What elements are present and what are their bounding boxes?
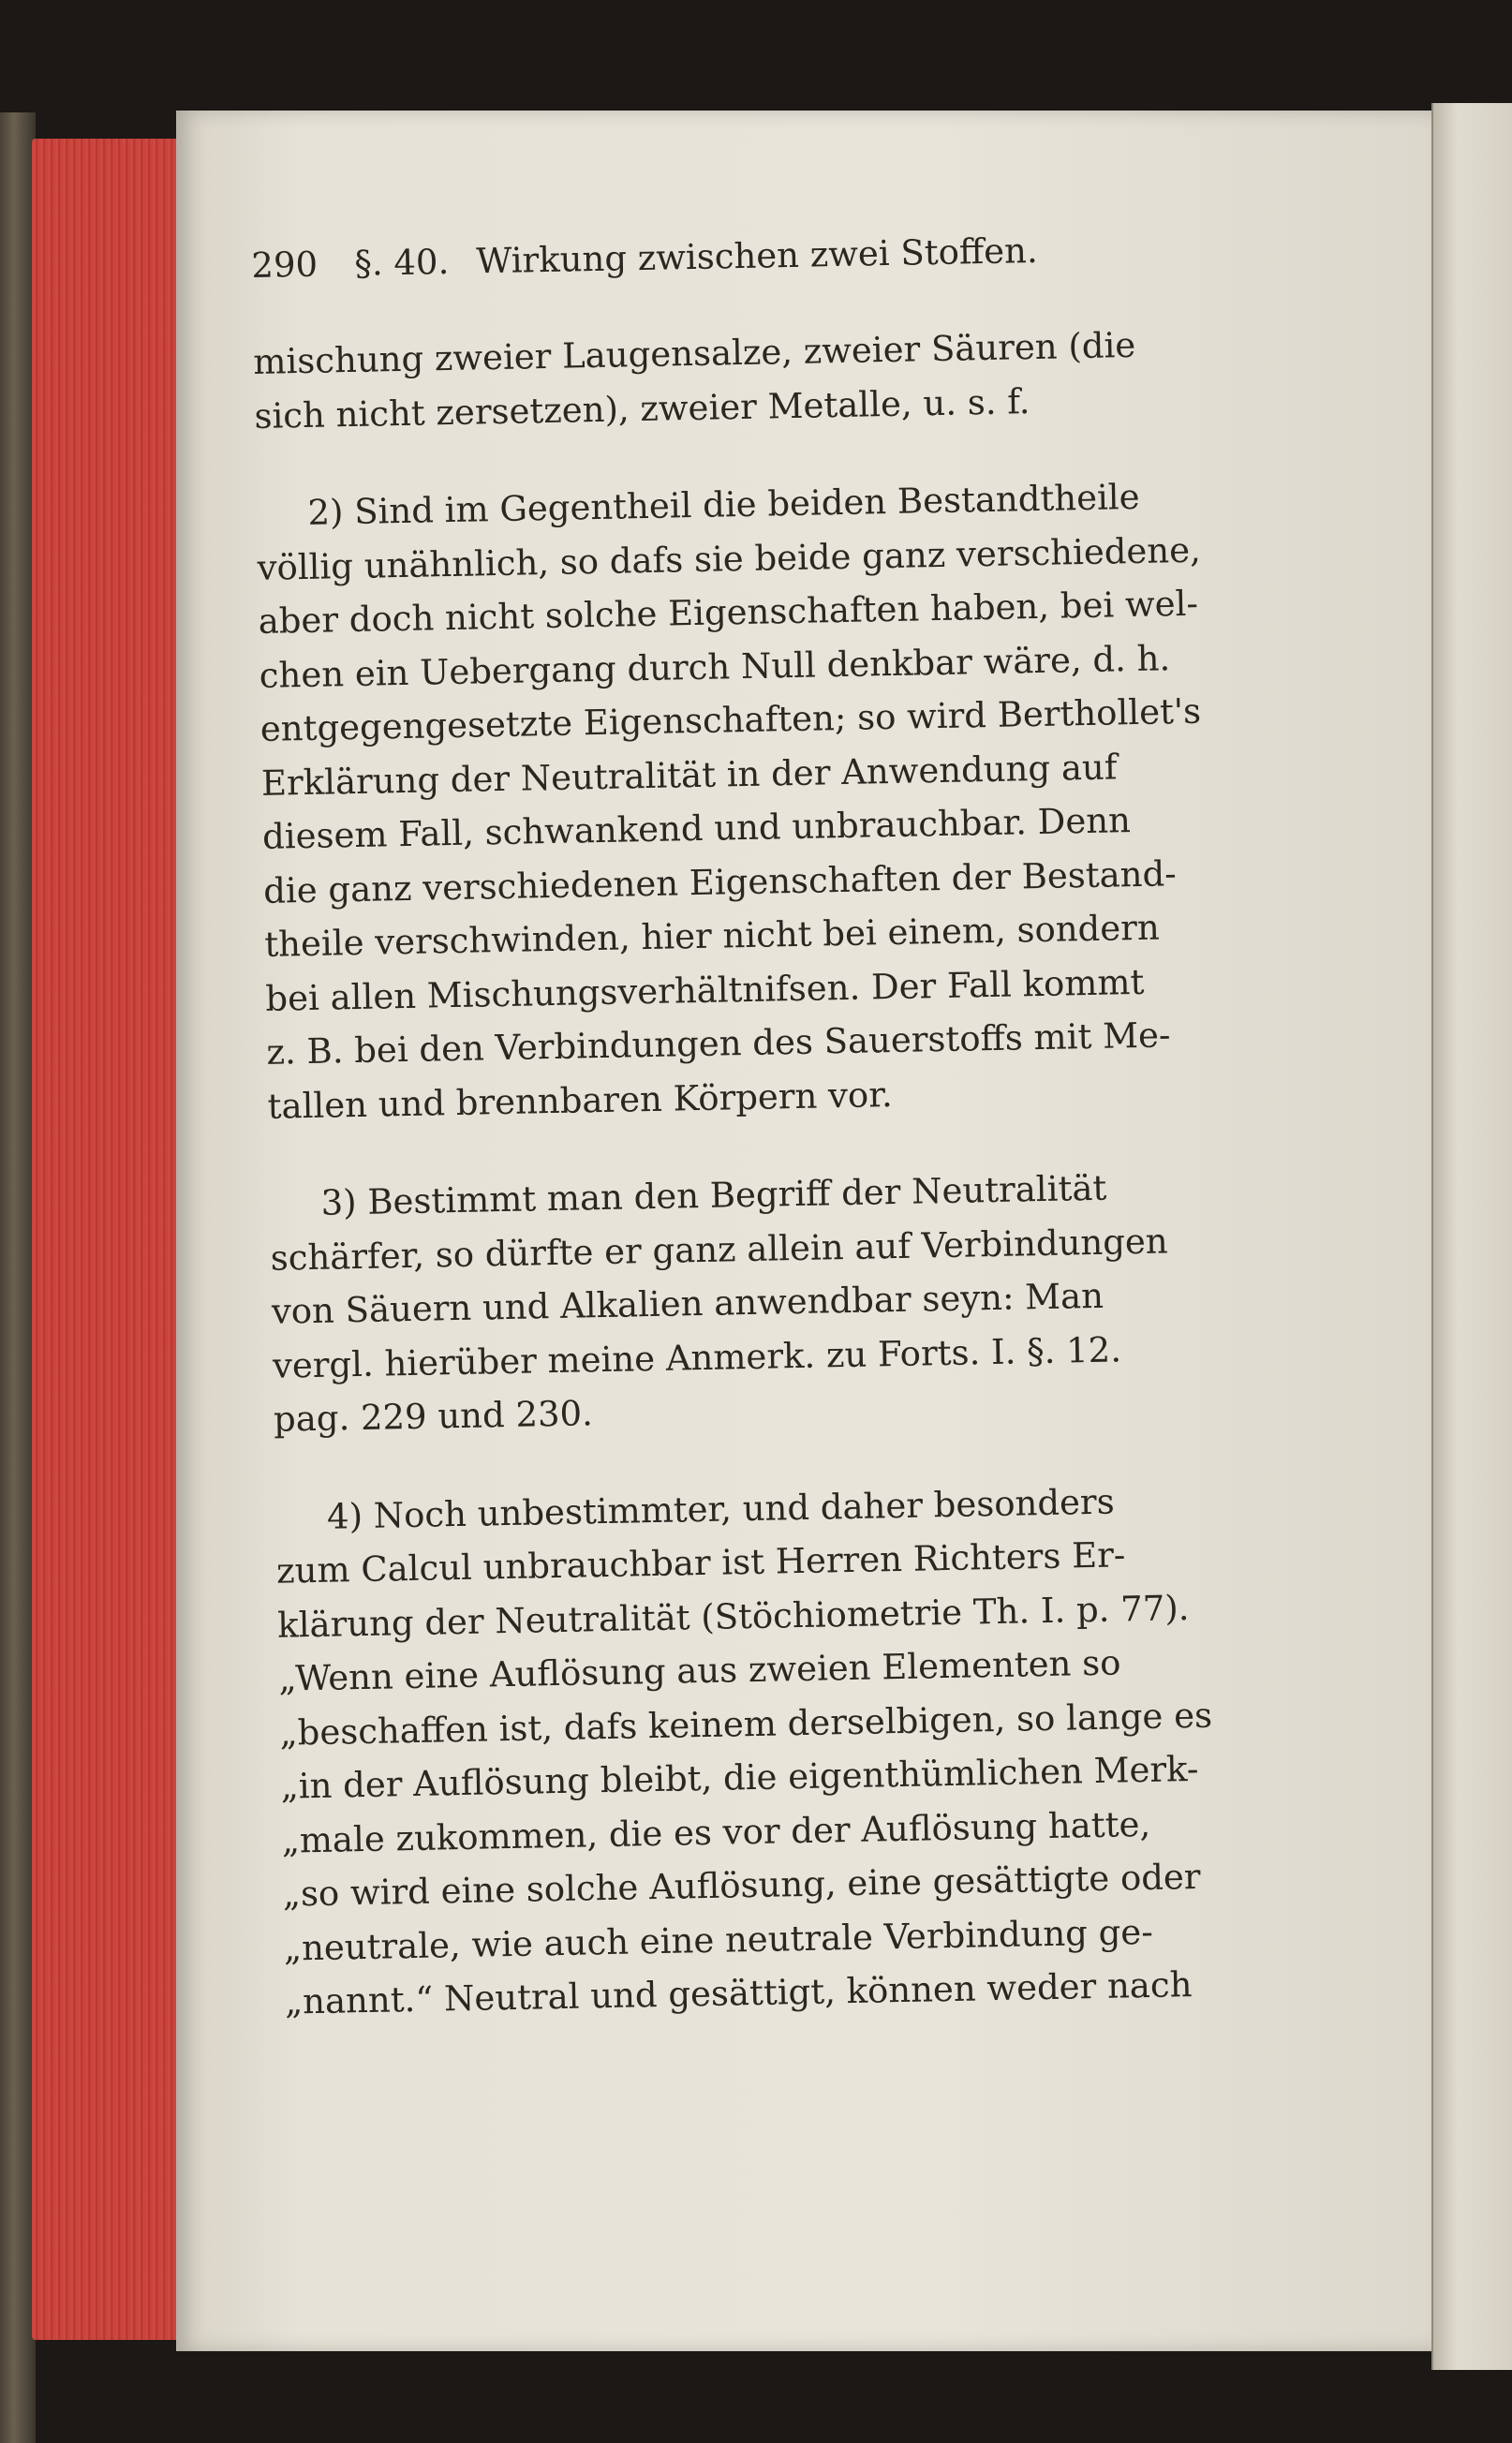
text-line: diesem Fall, schwankend und unbrauchbar. Denn	[261, 800, 1132, 857]
text-line: klärung der Neutralität (Stöchiometrie Th. I. p. 77).	[276, 1587, 1190, 1646]
text-line: „nannt.“ Neutral und gesättigt, können weder nach	[284, 1964, 1193, 2022]
text-line: vergl. hierüber meine Anmerk. zu Forts. I. §. 12.	[272, 1328, 1122, 1386]
paragraph-3	[269, 1156, 1398, 1446]
text-line: „Wenn eine Auflösung aus zweien Elementen so	[277, 1642, 1121, 1699]
text-line: die ganz verschiedenen Eigenschaften der Bestand-	[262, 852, 1178, 911]
facing-page-edge	[1431, 103, 1512, 2370]
paragraph-2	[256, 466, 1392, 1133]
text-line: „so wird eine solche Auflösung, eine gesättigte oder	[282, 1856, 1201, 1915]
text-line: „neutrale, wie auch eine neutrale Verbindung ge-	[283, 1911, 1154, 1969]
page-number: 290	[251, 244, 319, 286]
section-number: §. 40.	[353, 241, 450, 284]
paragraph-intro	[253, 314, 1379, 443]
text-line: von Säuern und Alkalien anwendbar seyn: Man	[271, 1275, 1104, 1332]
text-line: theile verschwinden, hier nicht bei einem, sondern	[263, 907, 1161, 965]
text-line: bei allen Mischungsverhältnifsen. Der Fall kommt	[265, 961, 1145, 1019]
text-line: 4) Noch unbestimmter, und daher besonders	[326, 1481, 1115, 1537]
text-line: mischung zweier Laugensalze, zweier Säuren (die	[252, 324, 1136, 382]
page-text	[251, 224, 1409, 2029]
text-line: sich nicht zersetzen), zweier Metalle, u. s. f.	[254, 380, 1030, 437]
text-line: 2) Sind im Gegentheil die beiden Bestandtheile	[307, 476, 1140, 533]
text-line: chen ein Uebergang durch Null denkbar wäre, d. h.	[259, 637, 1171, 696]
text-line: „male zukommen, die es vor der Auflösung hatte,	[281, 1803, 1151, 1861]
text-line: aber doch nicht solche Eigenschaften haben, bei wel-	[258, 583, 1199, 642]
text-line: 3) Bestimmt man den Begriff der Neutralität	[320, 1167, 1107, 1223]
red-page-edges	[32, 139, 182, 2340]
text-line: „in der Auflösung bleibt, die eigenthümlichen Merk-	[280, 1748, 1199, 1807]
book-spine	[0, 112, 36, 2443]
text-line: „beschaffen ist, dafs keinem derselbigen, so lange es	[279, 1695, 1213, 1754]
text-line: pag. 229 und 230.	[273, 1393, 594, 1440]
paragraph-4	[275, 1469, 1410, 2029]
text-line: Erklärung der Neutralität in der Anwendung auf	[260, 746, 1118, 804]
text-line: tallen und brennbaren Körpern vor.	[267, 1073, 894, 1127]
text-line: völlig unähnlich, so dafs sie beide ganz verschiedene,	[257, 529, 1202, 588]
text-line: zum Calcul unbrauchbar ist Herren Richters Er-	[275, 1534, 1126, 1592]
header-title: Wirkung zwischen zwei Stoffen.	[475, 229, 1039, 282]
text-line: entgegengesetzte Eigenschaften; so wird Berthollet's	[259, 690, 1202, 749]
text-line: schärfer, so dürfte er ganz allein auf Verbindungen	[270, 1220, 1169, 1279]
text-line: z. B. bei den Verbindungen des Sauerstoffs mit Me-	[266, 1014, 1171, 1073]
